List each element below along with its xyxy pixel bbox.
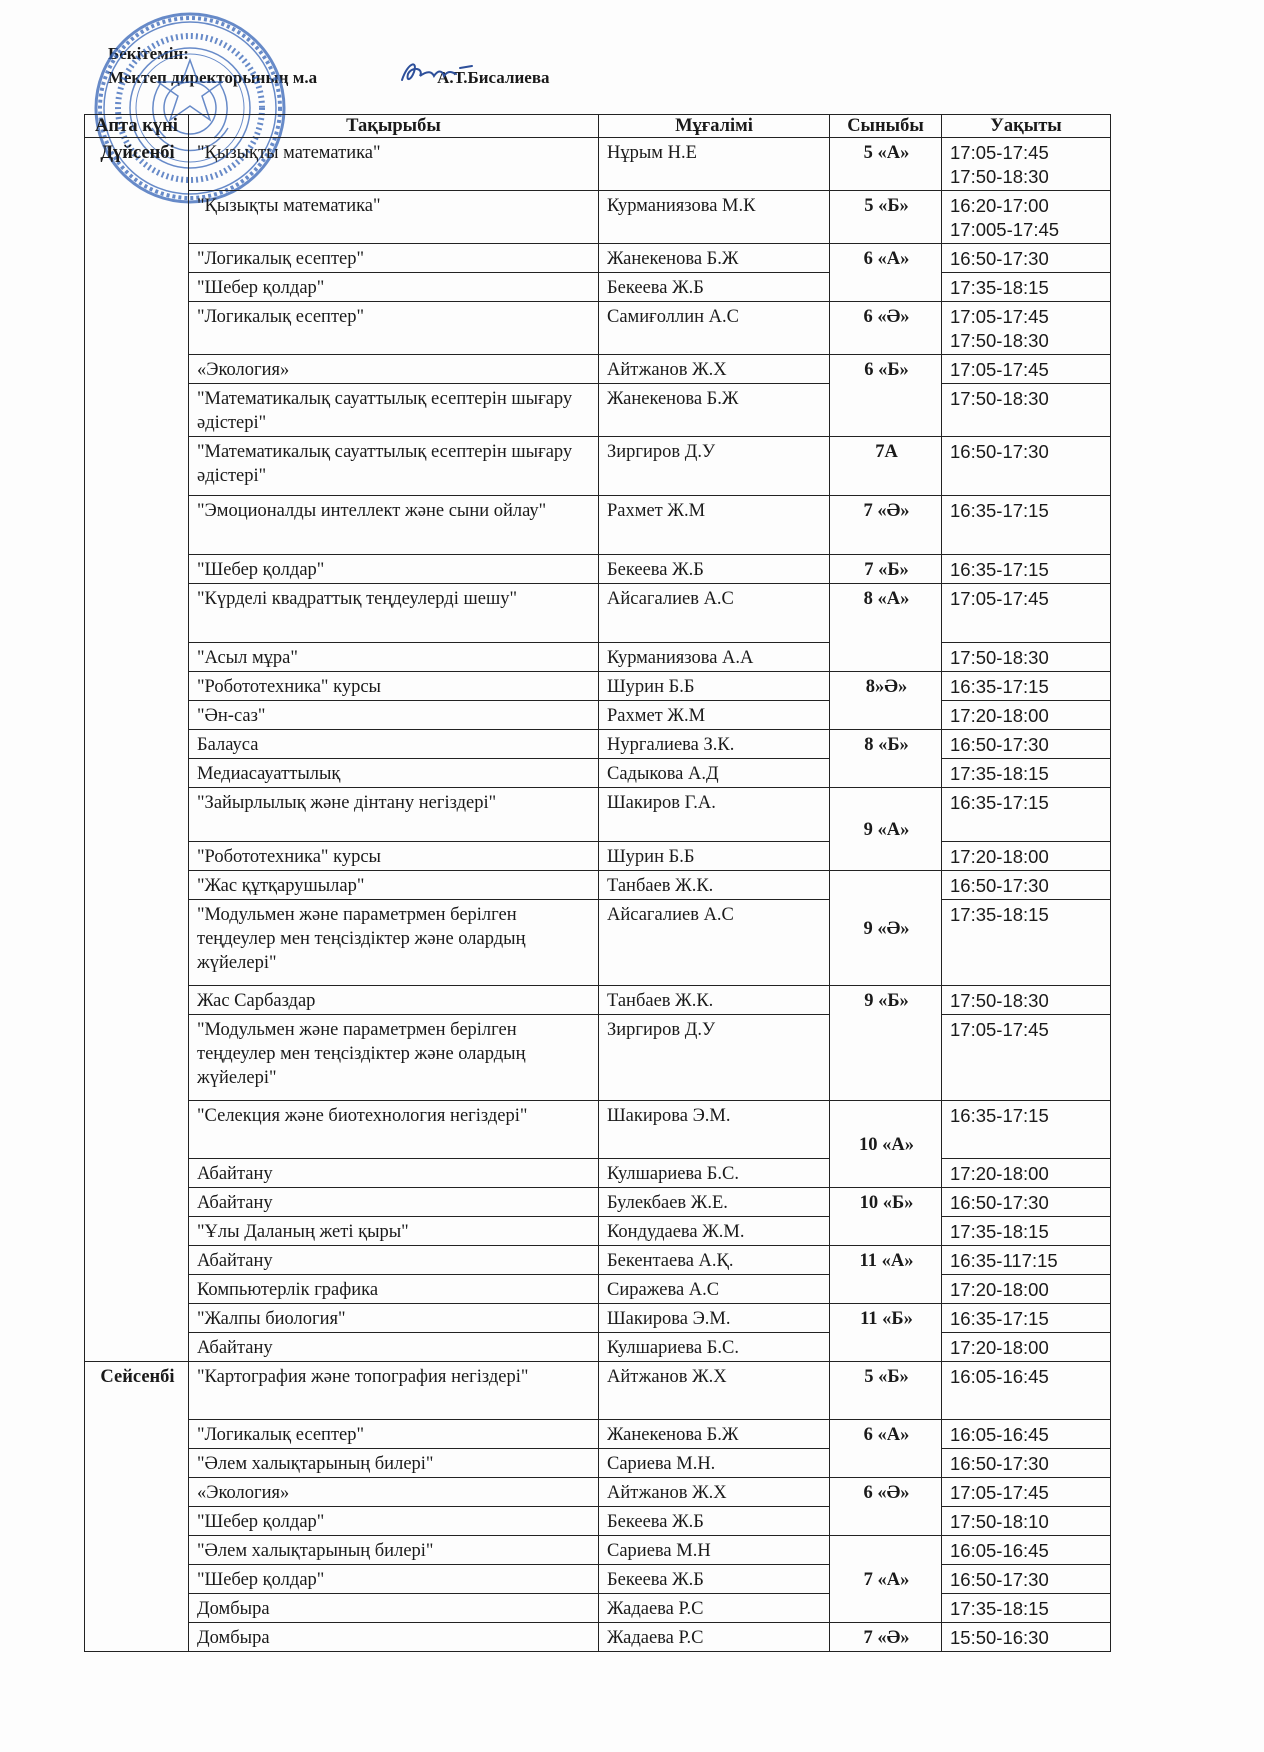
teacher-cell: Айтжанов Ж.Х: [599, 1362, 830, 1420]
teacher-cell: Жадаева Р.С: [599, 1623, 830, 1652]
time-cell: 17:50-18:30: [942, 643, 1111, 672]
class-cell: 7 «Ә»: [830, 496, 942, 555]
signature-image: [398, 58, 478, 88]
time-cell: 16:35-17:15: [942, 672, 1111, 701]
time-cell: 17:50-18:10: [942, 1507, 1111, 1536]
teacher-cell: Айсагалиев А.С: [599, 584, 830, 643]
topic-cell: "Логикалық есептер": [189, 1420, 599, 1449]
time-cell: 16:05-16:45: [942, 1536, 1111, 1565]
time-cell: 17:20-18:00: [942, 701, 1111, 730]
time-cell: 16:35-17:15: [942, 1101, 1111, 1159]
topic-cell: "Жас құтқарушылар": [189, 871, 599, 900]
topic-cell: "Логикалық есептер": [189, 244, 599, 273]
time-cell: 17:35-18:15: [942, 900, 1111, 986]
class-cell: 11 «А»: [830, 1246, 942, 1304]
topic-cell: Домбыра: [189, 1623, 599, 1652]
teacher-cell: Зиргиров Д.У: [599, 1015, 830, 1101]
teacher-cell: Нургалиева З.К.: [599, 730, 830, 759]
time-cell: 17:05-17:45: [942, 1015, 1111, 1101]
teacher-cell: Шакирова Э.М.: [599, 1304, 830, 1333]
teacher-cell: Нұрым Н.Е: [599, 138, 830, 191]
time-cell: 17:35-18:15: [942, 1594, 1111, 1623]
teacher-cell: Жадаева Р.С: [599, 1594, 830, 1623]
time-cell: 15:50-16:30: [942, 1623, 1111, 1652]
class-cell: 5 «А»: [830, 138, 942, 191]
topic-cell: Абайтану: [189, 1159, 599, 1188]
topic-cell: Медиасауаттылық: [189, 759, 599, 788]
topic-cell: "Ұлы Даланың жеті қыры": [189, 1217, 599, 1246]
topic-cell: "Селекция және биотехнология негіздері": [189, 1101, 599, 1159]
topic-cell: "Эмоционалды интеллект және сыни ойлау": [189, 496, 599, 555]
teacher-cell: Танбаев Ж.К.: [599, 871, 830, 900]
topic-cell: "Әлем халықтарының билері": [189, 1449, 599, 1478]
teacher-cell: Рахмет Ж.М: [599, 701, 830, 730]
topic-cell: "Модульмен және параметрмен берілген теңдеулер мен теңсіздіктер және олардың жүйелері": [189, 1015, 599, 1101]
day-cell: Дүйсенбі: [85, 138, 189, 1362]
class-cell: 7 «Б»: [830, 555, 942, 584]
topic-cell: "Шебер қолдар": [189, 555, 599, 584]
topic-cell: "Математикалық сауаттылық есептерін шығару әдістері": [189, 384, 599, 437]
topic-cell: "Ән-саз": [189, 701, 599, 730]
class-cell: 8 «А»: [830, 584, 942, 672]
time-cell: 16:35-117:15: [942, 1246, 1111, 1275]
class-cell: 6 «А»: [830, 244, 942, 302]
teacher-cell: Айсагалиев А.С: [599, 900, 830, 986]
teacher-cell: Кулшариева Б.С.: [599, 1333, 830, 1362]
teacher-cell: Самиғоллин А.С: [599, 302, 830, 355]
topic-cell: Абайтану: [189, 1246, 599, 1275]
teacher-cell: Шакиров Г.А.: [599, 788, 830, 842]
class-cell: 6 «А»: [830, 1420, 942, 1478]
table-header-row: [85, 115, 1111, 138]
time-cell: 17:35-18:15: [942, 1217, 1111, 1246]
teacher-cell: Айтжанов Ж.Х: [599, 1478, 830, 1507]
column-header-teacher: Мұғалімі: [599, 115, 830, 138]
teacher-cell: Шурин Б.Б: [599, 672, 830, 701]
class-cell: 5 «Б»: [830, 1362, 942, 1420]
class-cell: 7А: [830, 437, 942, 496]
director-title: Мектеп директорының м.а: [108, 68, 318, 87]
teacher-cell: Сиражева А.С: [599, 1275, 830, 1304]
teacher-cell: Кондудаева Ж.М.: [599, 1217, 830, 1246]
teacher-cell: Жанекенова Б.Ж: [599, 244, 830, 273]
topic-cell: "Робототехника" курсы: [189, 842, 599, 871]
teacher-cell: Садыкова А.Д: [599, 759, 830, 788]
teacher-cell: Сариева М.Н.: [599, 1449, 830, 1478]
topic-cell: "Модульмен және параметрмен берілген теңдеулер мен теңсіздіктер және олардың жүйелері": [189, 900, 599, 986]
teacher-cell: Булекбаев Ж.Е.: [599, 1188, 830, 1217]
time-cell: 17:35-18:15: [942, 273, 1111, 302]
class-cell: 10 «А»: [830, 1101, 942, 1188]
topic-cell: "Робототехника" курсы: [189, 672, 599, 701]
time-cell: 16:35-17:15: [942, 496, 1111, 555]
topic-cell: "Логикалық есептер": [189, 302, 599, 355]
teacher-cell: Айтжанов Ж.Х: [599, 355, 830, 384]
time-cell: 16:50-17:30: [942, 437, 1111, 496]
topic-cell: "Шебер қолдар": [189, 1565, 599, 1594]
class-cell: 9 «А»: [830, 788, 942, 871]
time-cell: 16:50-17:30: [942, 244, 1111, 273]
topic-cell: "Күрделі квадраттық теңдеулерді шешу": [189, 584, 599, 643]
time-cell: 17:20-18:00: [942, 1159, 1111, 1188]
class-cell: 6 «Б»: [830, 355, 942, 437]
teacher-cell: Бекеева Ж.Б: [599, 273, 830, 302]
teacher-cell: Танбаев Ж.К.: [599, 986, 830, 1015]
topic-cell: Абайтану: [189, 1333, 599, 1362]
class-cell: 6 «Ә»: [830, 1478, 942, 1536]
time-cell: 16:35-17:15: [942, 1304, 1111, 1333]
topic-cell: Абайтану: [189, 1188, 599, 1217]
time-cell: 16:50-17:30: [942, 1565, 1111, 1594]
class-cell: 10 «Б»: [830, 1188, 942, 1246]
time-cell: 17:35-18:15: [942, 759, 1111, 788]
time-cell: 17:50-18:30: [942, 986, 1111, 1015]
teacher-cell: Рахмет Ж.М: [599, 496, 830, 555]
teacher-cell: Жанекенова Б.Ж: [599, 1420, 830, 1449]
topic-cell: Жас Сарбаздар: [189, 986, 599, 1015]
time-cell: 16:20-17:00 17:005-17:45: [942, 191, 1111, 244]
topic-cell: "Қызықты математика": [189, 191, 599, 244]
column-header-class: Сыныбы: [830, 115, 942, 138]
time-cell: 16:50-17:30: [942, 1188, 1111, 1217]
topic-cell: "Асыл мұра": [189, 643, 599, 672]
teacher-cell: Шакирова Э.М.: [599, 1101, 830, 1159]
class-cell: 9 «Ә»: [830, 871, 942, 986]
teacher-cell: Кулшариева Б.С.: [599, 1159, 830, 1188]
time-cell: 16:05-16:45: [942, 1362, 1111, 1420]
time-cell: 17:05-17:45 17:50-18:30: [942, 138, 1111, 191]
column-header-day: Апта күні: [85, 115, 189, 138]
approve-label: Бекітемін:: [108, 44, 189, 63]
teacher-cell: Сариева М.Н: [599, 1536, 830, 1565]
topic-cell: "Жалпы биология": [189, 1304, 599, 1333]
teacher-cell: Бекеева Ж.Б: [599, 1507, 830, 1536]
topic-cell: "Әлем халықтарының билері": [189, 1536, 599, 1565]
class-cell: 7 «А»: [830, 1536, 942, 1623]
class-cell: 9 «Б»: [830, 986, 942, 1101]
class-cell: 7 «Ә»: [830, 1623, 942, 1652]
teacher-cell: Бекеева Ж.Б: [599, 555, 830, 584]
time-cell: 17:05-17:45 17:50-18:30: [942, 302, 1111, 355]
topic-cell: "Шебер қолдар": [189, 273, 599, 302]
topic-cell: "Картография және топография негіздері": [189, 1362, 599, 1420]
teacher-cell: Бекентаева А.Қ.: [599, 1246, 830, 1275]
schedule-table: [84, 114, 1111, 1652]
director-name: А.Т.Бисалиева: [437, 68, 550, 87]
time-cell: 17:20-18:00: [942, 1333, 1111, 1362]
time-cell: 17:05-17:45: [942, 1478, 1111, 1507]
topic-cell: «Экология»: [189, 355, 599, 384]
class-cell: 8»Ә»: [830, 672, 942, 730]
time-cell: 16:05-16:45: [942, 1420, 1111, 1449]
time-cell: 17:20-18:00: [942, 842, 1111, 871]
teacher-cell: Шурин Б.Б: [599, 842, 830, 871]
class-cell: 11 «Б»: [830, 1304, 942, 1362]
time-cell: 17:05-17:45: [942, 584, 1111, 643]
time-cell: 17:20-18:00: [942, 1275, 1111, 1304]
time-cell: 17:50-18:30: [942, 384, 1111, 437]
topic-cell: Домбыра: [189, 1594, 599, 1623]
topic-cell: Компьютерлік графика: [189, 1275, 599, 1304]
class-cell: 5 «Б»: [830, 191, 942, 244]
teacher-cell: Курманиязова А.А: [599, 643, 830, 672]
teacher-cell: Бекеева Ж.Б: [599, 1565, 830, 1594]
class-cell: 8 «Б»: [830, 730, 942, 788]
column-header-time: Уақыты: [942, 115, 1111, 138]
time-cell: 16:35-17:15: [942, 788, 1111, 842]
topic-cell: "Шебер қолдар": [189, 1507, 599, 1536]
column-header-topic: Тақырыбы: [189, 115, 599, 138]
topic-cell: "Қызықты математика": [189, 138, 599, 191]
teacher-cell: Зиргиров Д.У: [599, 437, 830, 496]
topic-cell: Балауса: [189, 730, 599, 759]
time-cell: 16:35-17:15: [942, 555, 1111, 584]
time-cell: 16:50-17:30: [942, 1449, 1111, 1478]
day-cell: Сейсенбі: [85, 1362, 189, 1652]
teacher-cell: Курманиязова М.К: [599, 191, 830, 244]
topic-cell: "Зайырлылық және дінтану негіздері": [189, 788, 599, 842]
topic-cell: "Математикалық сауаттылық есептерін шығару әдістері": [189, 437, 599, 496]
time-cell: 17:05-17:45: [942, 355, 1111, 384]
time-cell: 16:50-17:30: [942, 730, 1111, 759]
time-cell: 16:50-17:30: [942, 871, 1111, 900]
topic-cell: «Экология»: [189, 1478, 599, 1507]
teacher-cell: Жанекенова Б.Ж: [599, 384, 830, 437]
class-cell: 6 «Ә»: [830, 302, 942, 355]
